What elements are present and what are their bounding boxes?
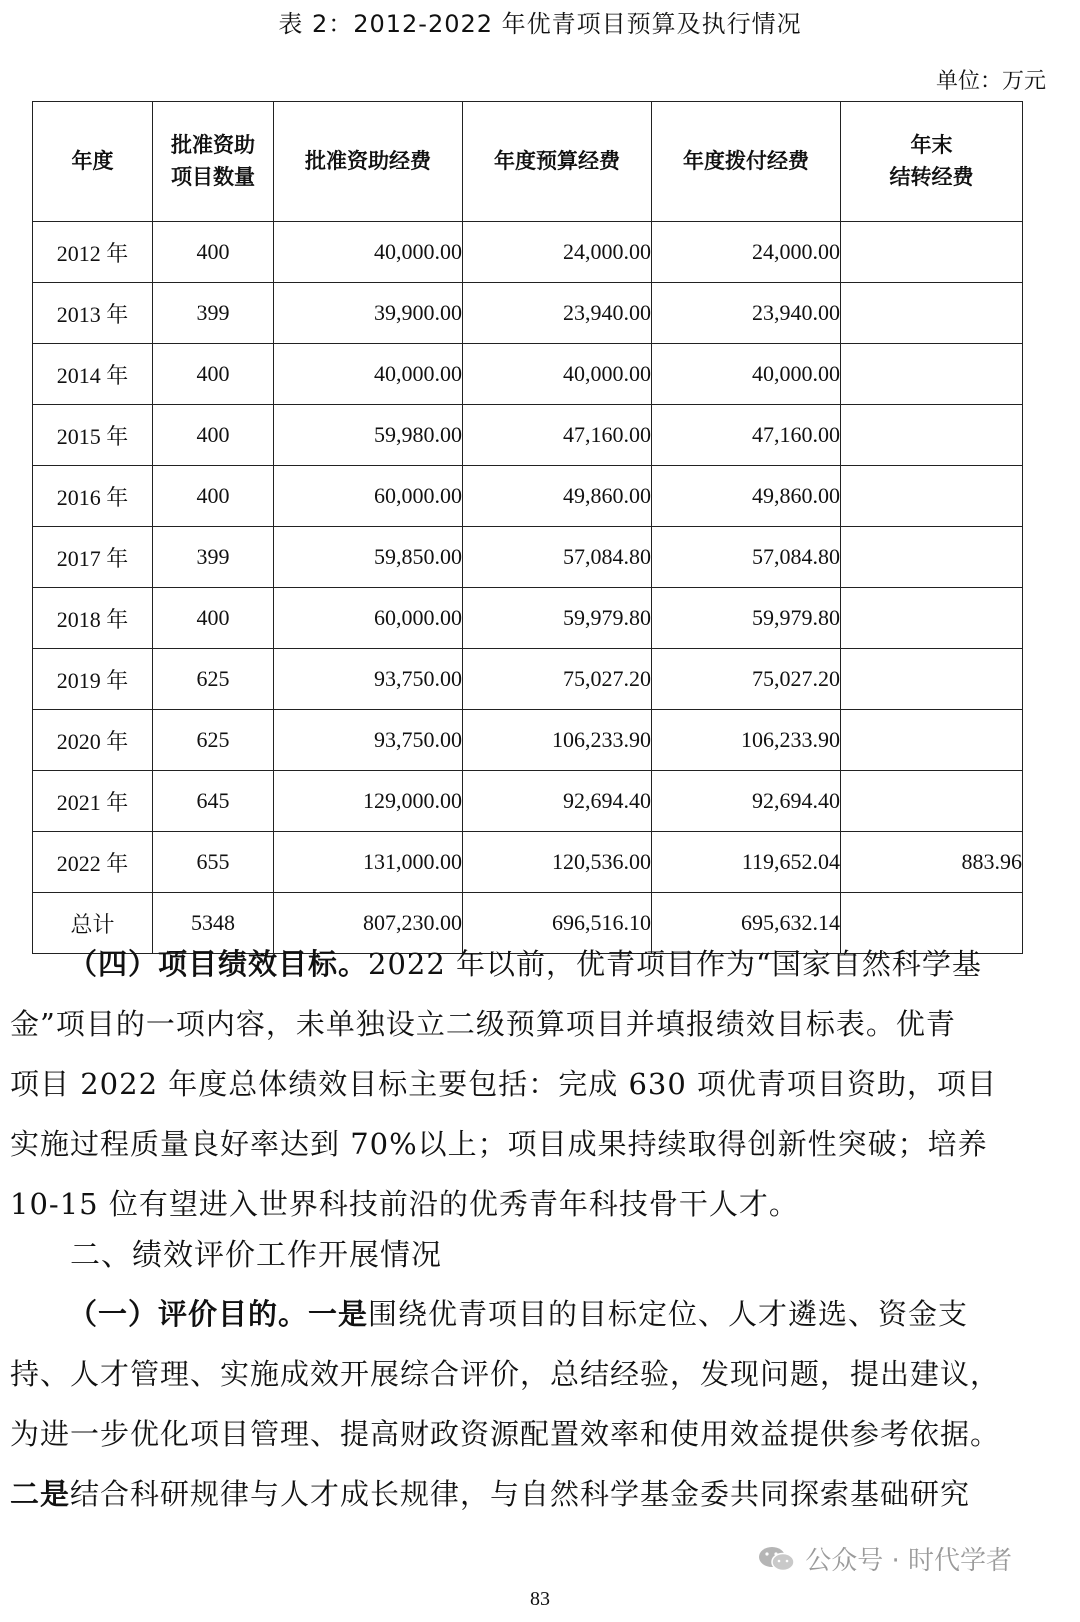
table-cell: 40,000.00	[274, 344, 463, 405]
table-cell: 625	[153, 649, 274, 710]
table-row	[33, 527, 1023, 588]
table-cell: 2019 年	[33, 649, 153, 710]
table-cell: 23,940.00	[652, 283, 841, 344]
wechat-icon	[757, 1544, 797, 1574]
table-cell: 57,084.80	[463, 527, 652, 588]
header-project-count: 批准资助 项目数量	[153, 102, 274, 222]
header-annual-disbursed: 年度拨付经费	[652, 102, 841, 222]
table-row	[33, 283, 1023, 344]
table-cell: 75,027.20	[652, 649, 841, 710]
table-row	[33, 710, 1023, 771]
header-annual-budget: 年度预算经费	[463, 102, 652, 222]
table-cell: 总计	[33, 893, 153, 954]
table-cell: 2022 年	[33, 832, 153, 893]
table-cell: 57,084.80	[652, 527, 841, 588]
table-cell: 47,160.00	[652, 405, 841, 466]
table-cell: 120,536.00	[463, 832, 652, 893]
table-cell: 400	[153, 466, 274, 527]
table-cell: 129,000.00	[274, 771, 463, 832]
table-cell: 93,750.00	[274, 710, 463, 771]
table-row	[33, 222, 1023, 283]
table-cell: 47,160.00	[463, 405, 652, 466]
table-cell	[841, 527, 1023, 588]
paragraph-performance-goals: （四）项目绩效目标。2022 年以前，优青项目作为“国家自然科学基 金”项目的一项内容，未单独设立二级预算项目并填报绩效目标表。优青 项目 2022 年度总体绩效目标主要包括：完成 630 项优青项目资助，项目 实施过程质量良好率达到 70%以上；项目成果持续取得创新性突破；培养 10-15 位有望进入世界科技前沿的优秀青年科技骨干人才。	[10, 947, 998, 1221]
table-row	[33, 588, 1023, 649]
table-cell	[841, 649, 1023, 710]
header-approved-funding: 批准资助经费	[274, 102, 463, 222]
table-cell: 40,000.00	[274, 222, 463, 283]
section-title-performance-goals: （四）项目绩效目标。	[68, 947, 369, 981]
table-cell: 59,979.80	[652, 588, 841, 649]
table-cell: 75,027.20	[463, 649, 652, 710]
table-cell: 59,850.00	[274, 527, 463, 588]
table-cell	[841, 283, 1023, 344]
table-cell: 39,900.00	[274, 283, 463, 344]
table-cell: 2016 年	[33, 466, 153, 527]
table-cell	[841, 405, 1023, 466]
table-cell	[841, 344, 1023, 405]
table-cell: 92,694.40	[652, 771, 841, 832]
point-two-label: 二是	[10, 1477, 71, 1511]
wechat-watermark	[757, 1540, 1012, 1577]
table-cell: 59,980.00	[274, 405, 463, 466]
page-number: 83	[530, 1588, 550, 1610]
table-cell: 2017 年	[33, 527, 153, 588]
table-row	[33, 466, 1023, 527]
table-cell: 399	[153, 283, 274, 344]
table-cell: 2012 年	[33, 222, 153, 283]
table-cell: 40,000.00	[652, 344, 841, 405]
table-cell: 131,000.00	[274, 832, 463, 893]
table-cell: 400	[153, 588, 274, 649]
table-cell: 695,632.14	[652, 893, 841, 954]
header-year: 年度	[33, 102, 153, 222]
table-cell	[841, 466, 1023, 527]
table-cell: 49,860.00	[652, 466, 841, 527]
table-cell: 400	[153, 405, 274, 466]
table-cell: 106,233.90	[652, 710, 841, 771]
paragraph-evaluation-purpose: （一）评价目的。一是围绕优青项目的目标定位、人才遴选、资金支 持、人才管理、实施成效开展综合评价，总结经验，发现问题，提出建议， 为进一步优化项目管理、提高财政资源配置效率和使用效益提供参考依据。 二是结合科研规律与人才成长规律，与自然科学基金委共同探索基础研究	[10, 1297, 1001, 1511]
table-header-row	[33, 102, 1023, 222]
table-row	[33, 344, 1023, 405]
table-row	[33, 649, 1023, 710]
table-caption: 表 2：2012-2022 年优青项目预算及执行情况	[278, 10, 802, 38]
watermark-text: 公众号 · 时代学者	[805, 1546, 1012, 1576]
table-cell: 2018 年	[33, 588, 153, 649]
budget-table	[32, 101, 1023, 954]
header-year-end-carryover: 年末 结转经费	[841, 102, 1023, 222]
table-cell: 59,979.80	[463, 588, 652, 649]
table-cell: 49,860.00	[463, 466, 652, 527]
table-cell: 2021 年	[33, 771, 153, 832]
table-row	[33, 832, 1023, 893]
table-cell: 625	[153, 710, 274, 771]
table-cell	[841, 222, 1023, 283]
table-cell: 106,233.90	[463, 710, 652, 771]
table-cell: 399	[153, 527, 274, 588]
unit-label: 单位：万元	[935, 69, 1046, 94]
table-cell: 2013 年	[33, 283, 153, 344]
table-cell: 2020 年	[33, 710, 153, 771]
table-cell: 2014 年	[33, 344, 153, 405]
table-row	[33, 771, 1023, 832]
table-row	[33, 405, 1023, 466]
table-cell: 645	[153, 771, 274, 832]
table-cell: 60,000.00	[274, 588, 463, 649]
section-heading-evaluation: 二、绩效评价工作开展情况	[70, 1238, 442, 1273]
table-cell: 24,000.00	[463, 222, 652, 283]
table-cell: 119,652.04	[652, 832, 841, 893]
table-cell: 883.96	[841, 832, 1023, 893]
table-cell: 696,516.10	[463, 893, 652, 954]
table-cell: 2015 年	[33, 405, 153, 466]
table-cell: 23,940.00	[463, 283, 652, 344]
table-cell: 92,694.40	[463, 771, 652, 832]
table-cell	[841, 771, 1023, 832]
table-cell: 5348	[153, 893, 274, 954]
table-cell: 60,000.00	[274, 466, 463, 527]
table-cell	[841, 710, 1023, 771]
section-title-evaluation-purpose: （一）评价目的。一是	[68, 1297, 369, 1331]
table-cell: 807,230.00	[274, 893, 463, 954]
table-cell	[841, 588, 1023, 649]
table-cell: 24,000.00	[652, 222, 841, 283]
table-cell: 655	[153, 832, 274, 893]
table-cell: 400	[153, 344, 274, 405]
table-cell: 93,750.00	[274, 649, 463, 710]
table-cell: 400	[153, 222, 274, 283]
table-cell: 40,000.00	[463, 344, 652, 405]
